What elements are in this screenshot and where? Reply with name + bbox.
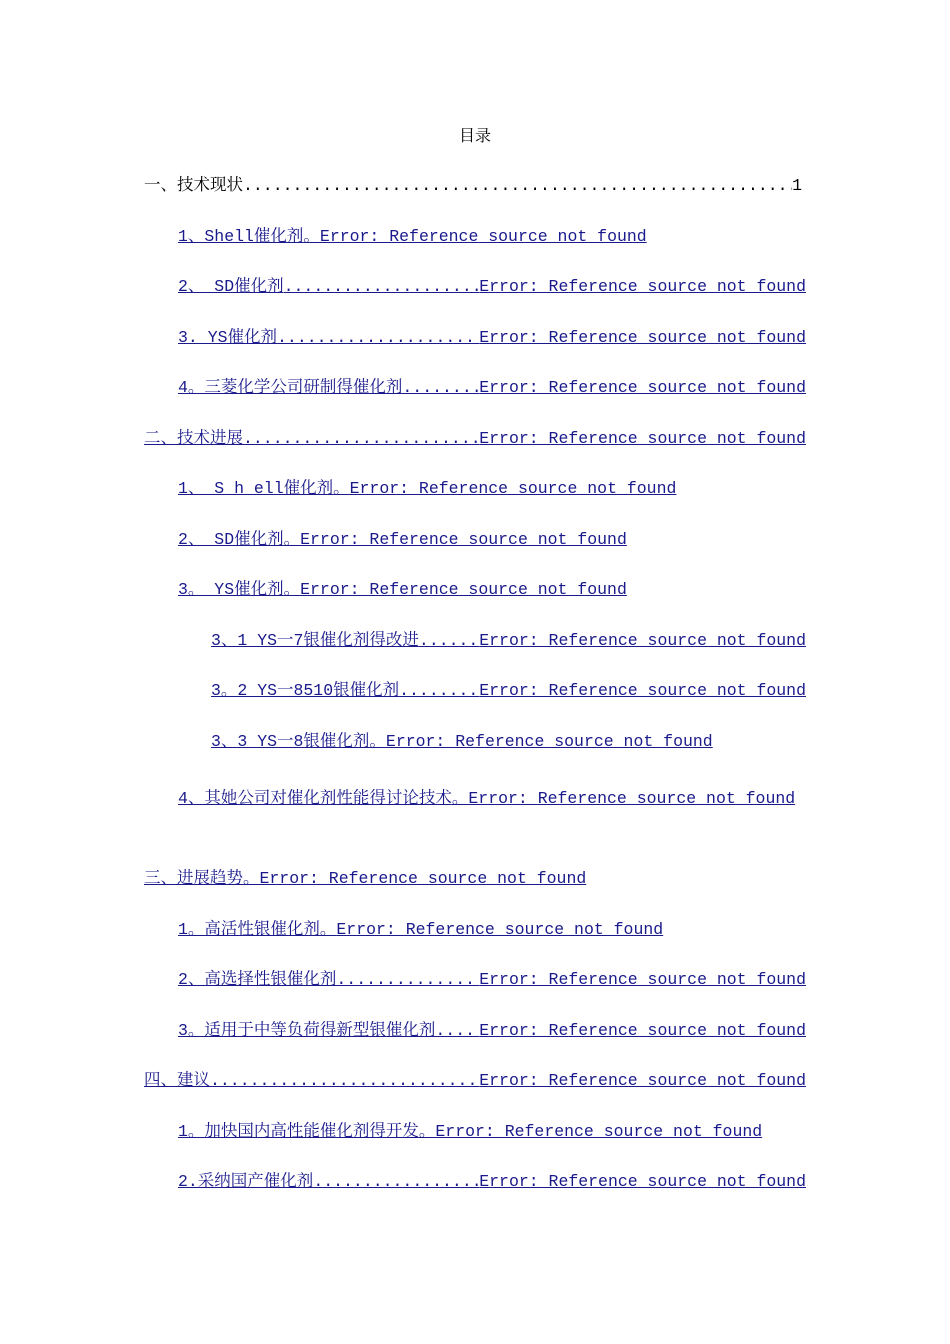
- toc-entry-1[interactable]: 1、Shell催化剂。Error: Reference source not found: [178, 227, 647, 246]
- toc-entry-14[interactable]: 1。高活性银催化剂。Error: Reference source not found: [178, 920, 664, 939]
- toc-entry-page: Error: Reference source not found: [300, 530, 627, 549]
- toc-entry-10[interactable]: [211, 679, 806, 703]
- toc-entry-19[interactable]: [178, 1170, 806, 1194]
- toc-entry-text: 3. YS催化剂: [178, 328, 278, 347]
- toc-entry-text: 1、 S h ell催化剂: [178, 479, 334, 498]
- toc-entry-text: 4、其她公司对催化剂性能得讨论技术: [178, 789, 452, 808]
- toc-entry-text: 2、高选择性银催化剂: [178, 970, 337, 989]
- toc-entry-page: Error: Reference source not found: [319, 227, 647, 246]
- toc-entry-text: 3。2 YS一8510银催化剂: [211, 681, 400, 700]
- toc-entry-text: 2、 SD催化剂: [178, 530, 284, 549]
- toc-title: 目录: [458, 126, 491, 145]
- toc-entry-4[interactable]: [178, 376, 806, 400]
- toc-entry-text: 2、 SD催化剂: [178, 277, 284, 296]
- toc-entry-page: Error: Reference source not found: [479, 328, 806, 347]
- toc-entry-page: Error: Reference source not found: [479, 681, 806, 700]
- toc-entry-0[interactable]: [144, 174, 802, 198]
- toc-entry-page: Error: Reference source not found: [479, 1071, 806, 1090]
- toc-entry-page: Error: Reference source not found: [479, 429, 806, 448]
- toc-entry-page: Error: Reference source not found: [435, 1122, 763, 1141]
- toc-leader-dots: [277, 326, 479, 350]
- toc-entry-page: Error: Reference source not found: [385, 732, 713, 751]
- toc-entry-11[interactable]: 3、3 YS一8银催化剂。Error: Reference source not found: [211, 732, 713, 751]
- toc-entry-text: 3、3 YS一8银催化剂: [211, 732, 370, 751]
- toc-entry-15[interactable]: [178, 968, 806, 992]
- toc-entry-12[interactable]: 4、其她公司对催化剂性能得讨论技术。Error: Reference source not found: [178, 789, 796, 808]
- toc-entry-text: 2.采纳国产催化剂: [178, 1172, 314, 1191]
- toc-leader-dots: [243, 174, 792, 198]
- toc-entry-page: Error: Reference source not found: [479, 970, 806, 989]
- toc-leader-dots: [419, 629, 479, 653]
- toc-entry-text: 一、技术现状: [144, 176, 243, 195]
- toc-entry-page: Error: Reference source not found: [479, 1172, 806, 1191]
- toc-entry-page: Error: Reference source not found: [349, 479, 677, 498]
- toc-leader-dots: [243, 427, 479, 451]
- toc-entry-6[interactable]: 1、 S h ell催化剂。Error: Reference source not found: [178, 479, 677, 498]
- toc-entry-text: 3。适用于中等负荷得新型银催化剂: [178, 1021, 436, 1040]
- toc-leader-dots: [402, 376, 479, 400]
- toc-entry-16[interactable]: [178, 1019, 806, 1043]
- toc-entry-17[interactable]: [144, 1069, 806, 1093]
- toc-entry-7[interactable]: 2、 SD催化剂。Error: Reference source not found: [178, 530, 627, 549]
- toc-entry-text: 4。三菱化学公司研制得催化剂: [178, 378, 403, 397]
- toc-entry-page: Error: Reference source not found: [336, 920, 664, 939]
- toc-entry-page: Error: Reference source not found: [479, 1021, 806, 1040]
- toc-entry-page: Error: Reference source not found: [300, 580, 627, 599]
- toc-leader-dots: [336, 968, 479, 992]
- toc-entry-text: 3、1 YS一7银催化剂得改进: [211, 631, 419, 650]
- toc-entry-page: Error: Reference source not found: [468, 789, 796, 808]
- toc-leader-dots: [399, 679, 479, 703]
- toc-entry-13[interactable]: 三、进展趋势。Error: Reference source not found: [144, 869, 587, 888]
- toc-entry-page: Error: Reference source not found: [259, 869, 587, 888]
- toc-leader-dots: [210, 1069, 479, 1093]
- toc-entry-text: 四、建议: [144, 1071, 210, 1090]
- toc-entry-text: 三、进展趋势: [144, 869, 243, 888]
- toc-entry-page: Error: Reference source not found: [479, 378, 806, 397]
- toc-entry-8[interactable]: 3。 YS催化剂。Error: Reference source not found: [178, 580, 627, 599]
- toc-entry-text: 二、技术进展: [144, 429, 243, 448]
- toc-leader-dots: [313, 1170, 479, 1194]
- toc-entry-9[interactable]: [211, 629, 806, 653]
- toc-entry-text: 1。加快国内高性能催化剂得开发: [178, 1122, 419, 1141]
- toc-entry-text: 1。高活性银催化剂: [178, 920, 320, 939]
- toc-entry-text: 1、Shell催化剂: [178, 227, 304, 246]
- toc-entry-18[interactable]: 1。加快国内高性能催化剂得开发。Error: Reference source not found: [178, 1122, 763, 1141]
- toc-entry-page: Error: Reference source not found: [479, 631, 806, 650]
- toc-entry-2[interactable]: [178, 275, 806, 299]
- toc-leader-dots: [284, 275, 480, 299]
- toc-leader-dots: [435, 1019, 479, 1043]
- toc-entry-5[interactable]: [144, 427, 806, 451]
- toc-entry-3[interactable]: [178, 326, 806, 350]
- toc-entry-page: 1: [792, 176, 802, 195]
- toc-entry-page: Error: Reference source not found: [479, 277, 806, 296]
- toc-entry-text: 3。 YS催化剂: [178, 580, 284, 599]
